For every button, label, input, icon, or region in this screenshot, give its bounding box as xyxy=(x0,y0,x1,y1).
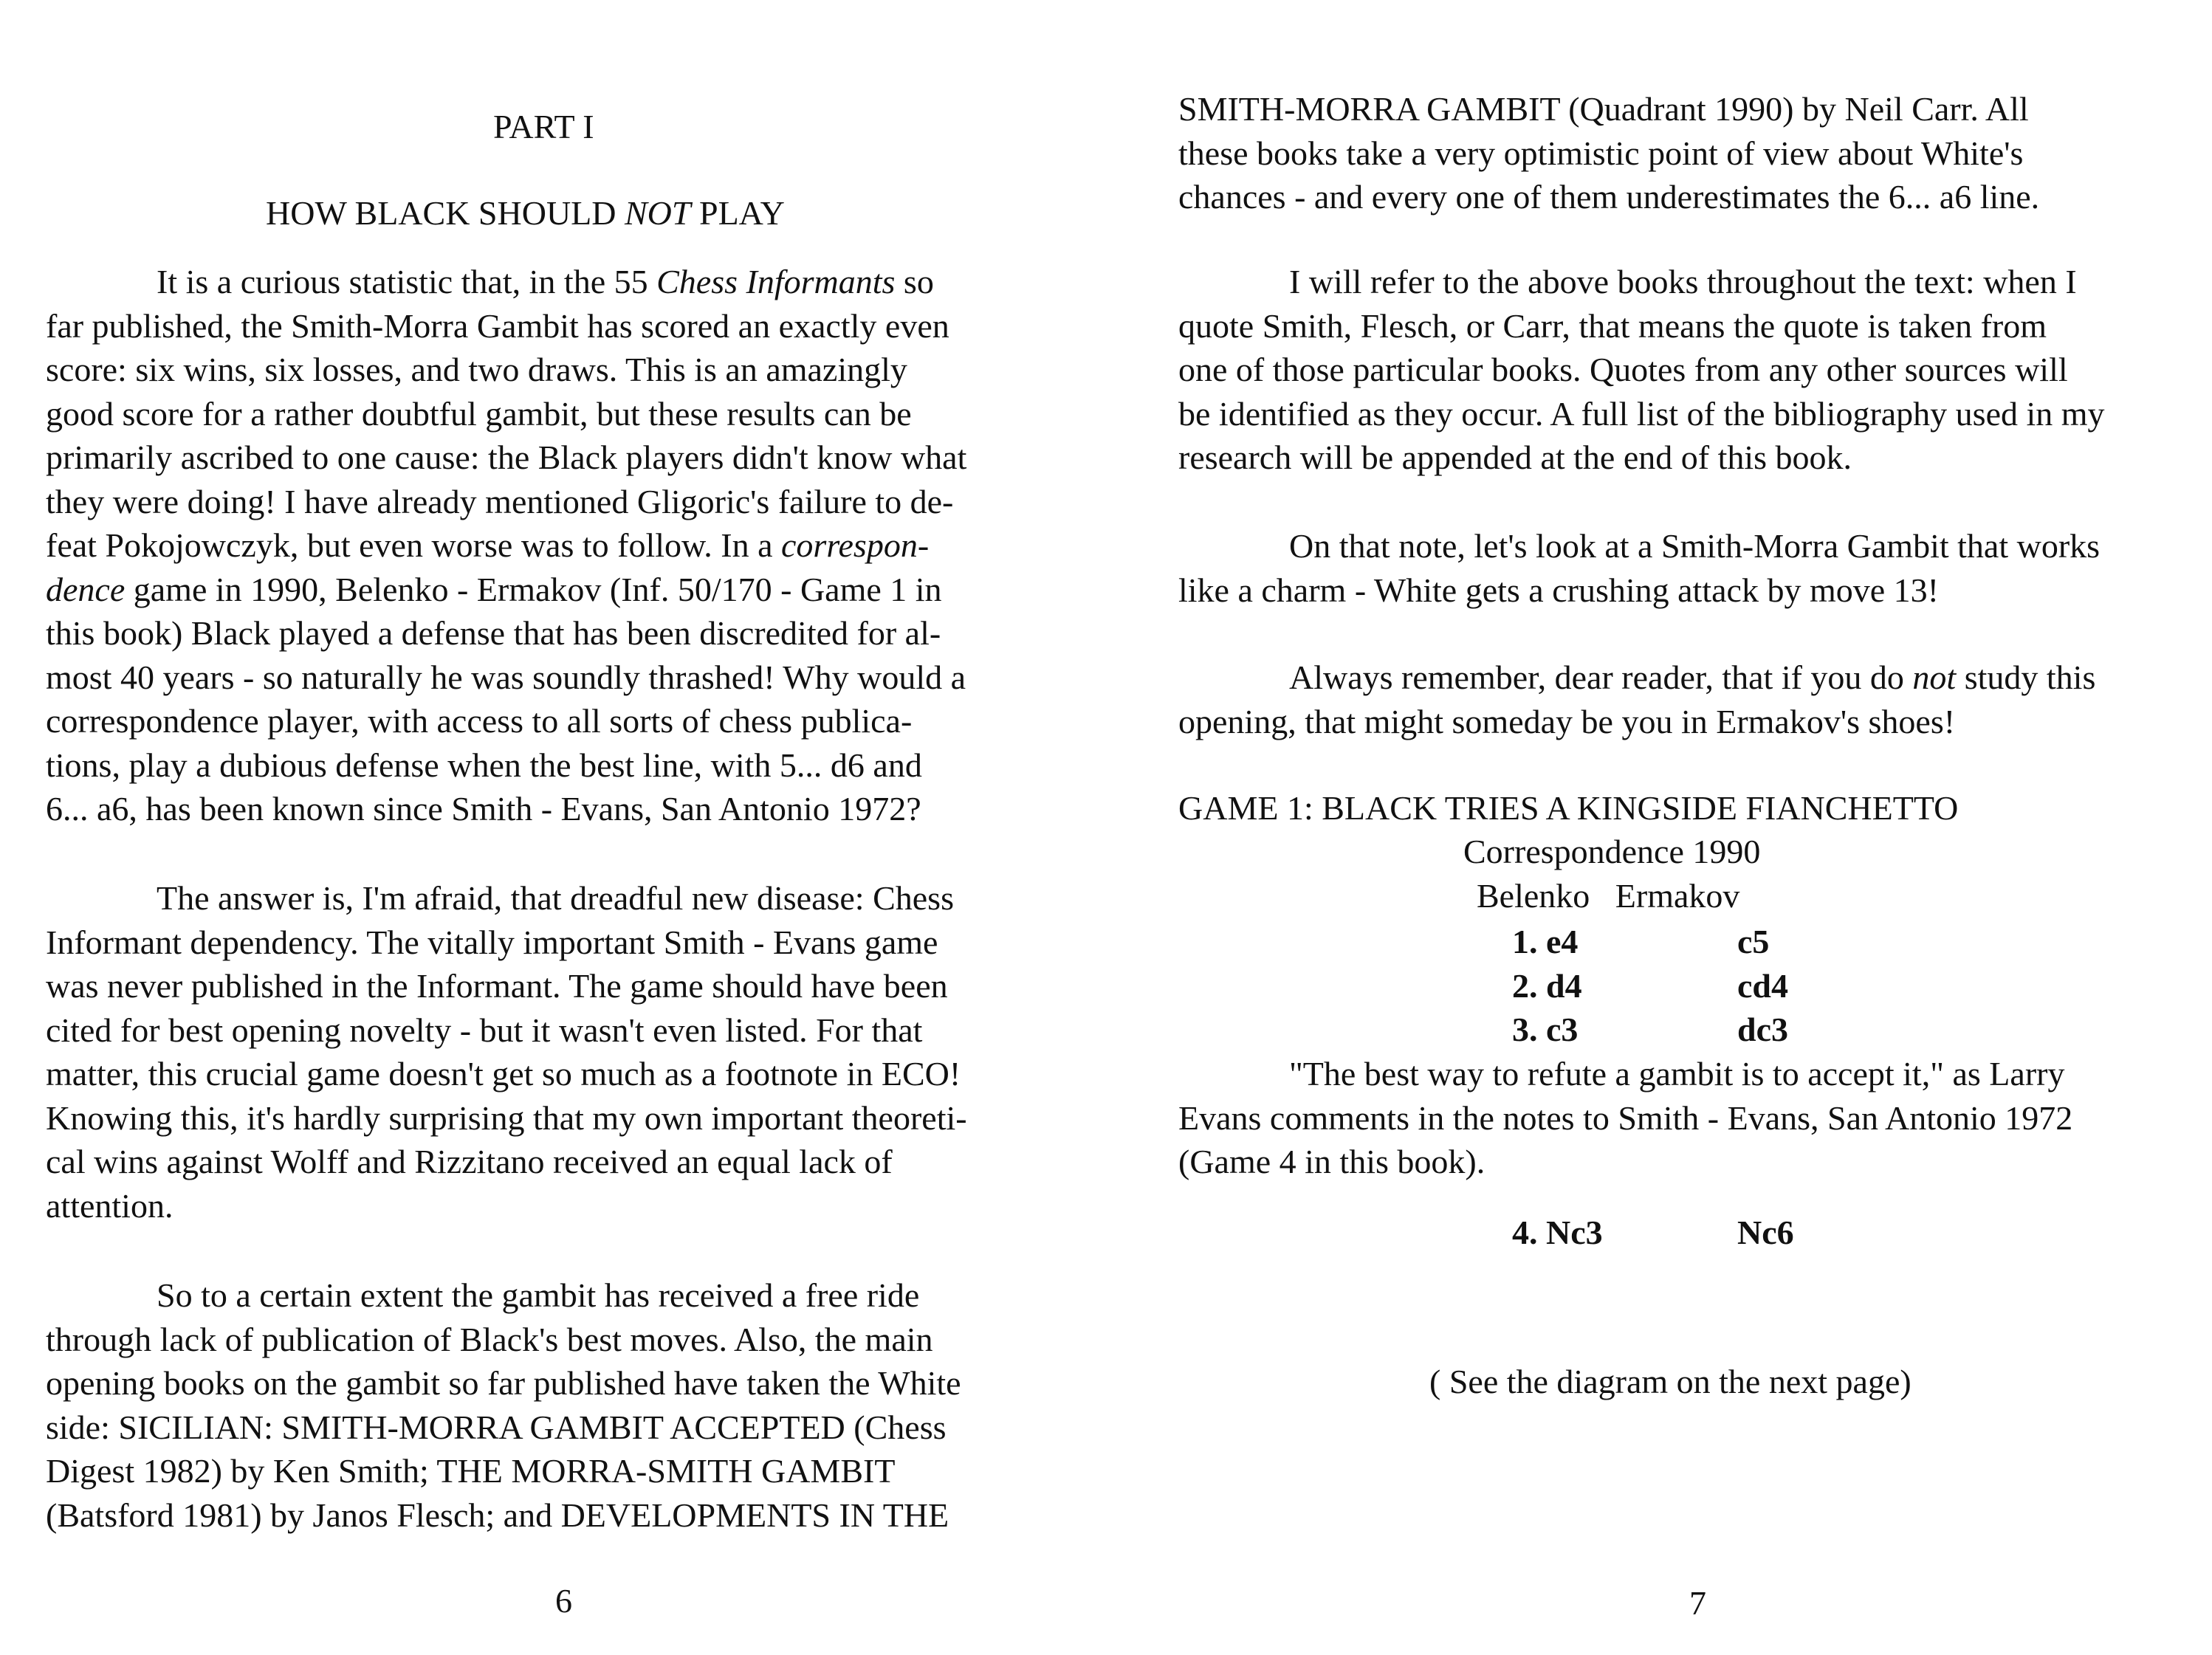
chapter-title-post: PLAY xyxy=(690,194,785,232)
text-line: was never published in the Informant. The game should have been xyxy=(46,967,948,1005)
white-move: 1. e4 xyxy=(1512,923,1579,960)
game-event: Correspondence 1990 xyxy=(1463,833,1761,870)
white-move: 2. d4 xyxy=(1512,966,1582,1005)
text-line: opening books on the gambit so far published have taken the White xyxy=(46,1364,961,1402)
text-line: good score for a rather doubtful gambit, but these results can be xyxy=(46,394,912,433)
text-line: feat Pokojowczyk, but even worse was to follow. In a correspon- xyxy=(46,526,930,564)
text-line: (Batsford 1981) by Janos Flesch; and DEVELOPMENTS IN THE xyxy=(46,1496,949,1534)
move-4 xyxy=(1512,1211,1852,1255)
white-move: 4. Nc3 xyxy=(1512,1214,1603,1251)
text-line: most 40 years - so naturally he was soundly thrashed! Why would a xyxy=(46,658,966,696)
move-list xyxy=(1512,920,1852,1052)
text-line: SMITH-MORRA GAMBIT (Quadrant 1990) by Neil Carr. All xyxy=(1178,90,2029,128)
text-line: be identified as they occur. A full list of the bibliography used in my xyxy=(1178,394,2105,433)
text-line: chances - and every one of them underestimates the 6... a6 line. xyxy=(1178,178,2040,216)
right-paragraph-1 xyxy=(1178,87,2168,219)
text-line: correspondence player, with access to all sorts of chess publica- xyxy=(46,702,913,740)
text-line: matter, this crucial game doesn't get so much as a footnote in ECO! xyxy=(46,1055,961,1093)
move-row xyxy=(1512,920,1852,964)
text-line: side: SICILIAN: SMITH-MORRA GAMBIT ACCEPTED (Chess xyxy=(46,1408,947,1446)
chapter-title-emphasis: NOT xyxy=(625,194,691,232)
players-line xyxy=(1477,876,1739,915)
text-line: (Game 4 in this book). xyxy=(1178,1143,1485,1180)
text-line: cal wins against Wolff and Rizzitano received an equal lack of xyxy=(46,1143,893,1180)
move-row xyxy=(1512,964,1852,1008)
right-page xyxy=(1107,0,2212,1655)
part-title: PART I xyxy=(493,108,594,145)
text-line: Always remember, dear reader, that if you do not study this xyxy=(1289,658,2096,696)
text-line: quote Smith, Flesch, or Carr, that means the quote is taken from xyxy=(1178,306,2047,345)
left-paragraph-3 xyxy=(46,1273,1050,1537)
text-line: attention. xyxy=(46,1186,174,1225)
text-line: like a charm - White gets a crushing attack by move 13! xyxy=(1178,571,1939,609)
left-paragraph-1 xyxy=(46,260,1050,831)
move-row xyxy=(1512,1008,1852,1052)
black-move: Nc6 xyxy=(1737,1214,1794,1251)
chapter-title xyxy=(266,193,785,233)
text-line: Digest 1982) by Ken Smith; THE MORRA-SMITH GAMBIT xyxy=(46,1452,896,1490)
text-line: Evans comments in the notes to Smith - Evans, San Antonio 1972 xyxy=(1178,1098,2073,1137)
left-paragraph-2 xyxy=(46,876,1050,1228)
white-move: 3. c3 xyxy=(1512,1011,1579,1048)
right-paragraph-3 xyxy=(1178,524,2168,612)
text-line: On that note, let's look at a Smith-Morra Gambit that works xyxy=(1289,527,2101,565)
text-line: one of those particular books. Quotes from any other sources will xyxy=(1178,351,2068,388)
text-line: Knowing this, it's hardly surprising that my own important theoreti- xyxy=(46,1098,967,1137)
right-paragraph-2 xyxy=(1178,260,2168,480)
page-number-right: 7 xyxy=(1689,1584,1706,1622)
right-paragraph-4 xyxy=(1178,656,2168,743)
game-heading: GAME 1: BLACK TRIES A KINGSIDE FIANCHETTO xyxy=(1178,789,1959,827)
black-move: c5 xyxy=(1737,923,1770,960)
text-line: "The best way to refute a gambit is to accept it," as Larry xyxy=(1289,1055,2065,1093)
white-player: Belenko xyxy=(1477,877,1590,915)
text-line: dence game in 1990, Belenko - Ermakov (Inf. 50/170 - Game 1 in xyxy=(46,570,942,608)
text-line: score: six wins, six losses, and two draws. This is an amazingly xyxy=(46,351,907,388)
text-line: The answer is, I'm afraid, that dreadful new disease: Chess xyxy=(157,879,954,917)
text-line: through lack of publication of Black's best moves. Also, the main xyxy=(46,1320,933,1358)
page-number-left: 6 xyxy=(555,1582,572,1620)
text-line: cited for best opening novelty - but it wasn't even listed. For that xyxy=(46,1011,923,1049)
text-line: far published, the Smith-Morra Gambit has scored an exactly even xyxy=(46,306,949,345)
black-move: dc3 xyxy=(1737,1011,1788,1048)
text-line: they were doing! I have already mentioned Gligoric's failure to de- xyxy=(46,482,954,520)
black-move: cd4 xyxy=(1737,966,1788,1005)
text-line: 6... a6, has been known since Smith - Evans, San Antonio 1972? xyxy=(46,790,921,828)
text-line: I will refer to the above books throughout the text: when I xyxy=(1289,263,2077,300)
text-line: So to a certain extent the gambit has received a free ride xyxy=(157,1276,920,1314)
text-line: primarily ascribed to one cause: the Black players didn't know what xyxy=(46,438,967,476)
text-line: these books take a very optimistic point of view about White's xyxy=(1178,134,2024,172)
text-line: opening, that might someday be you in Ermakov's shoes! xyxy=(1178,702,1956,740)
text-line: It is a curious statistic that, in the 55 Chess Informants so xyxy=(157,263,934,300)
text-line: research will be appended at the end of this book. xyxy=(1178,438,1852,476)
chapter-title-pre: HOW BLACK SHOULD xyxy=(266,194,625,232)
text-line: Informant dependency. The vitally important Smith - Evans game xyxy=(46,923,938,961)
text-line: tions, play a dubious defense when the best line, with 5... d6 and xyxy=(46,746,922,784)
move-row xyxy=(1512,1211,1852,1255)
text-line: this book) Black played a defense that has been discredited for al- xyxy=(46,614,941,652)
black-player: Ermakov xyxy=(1615,877,1740,915)
commentary xyxy=(1178,1052,2168,1184)
diagram-note: ( See the diagram on the next page) xyxy=(1429,1363,1912,1400)
